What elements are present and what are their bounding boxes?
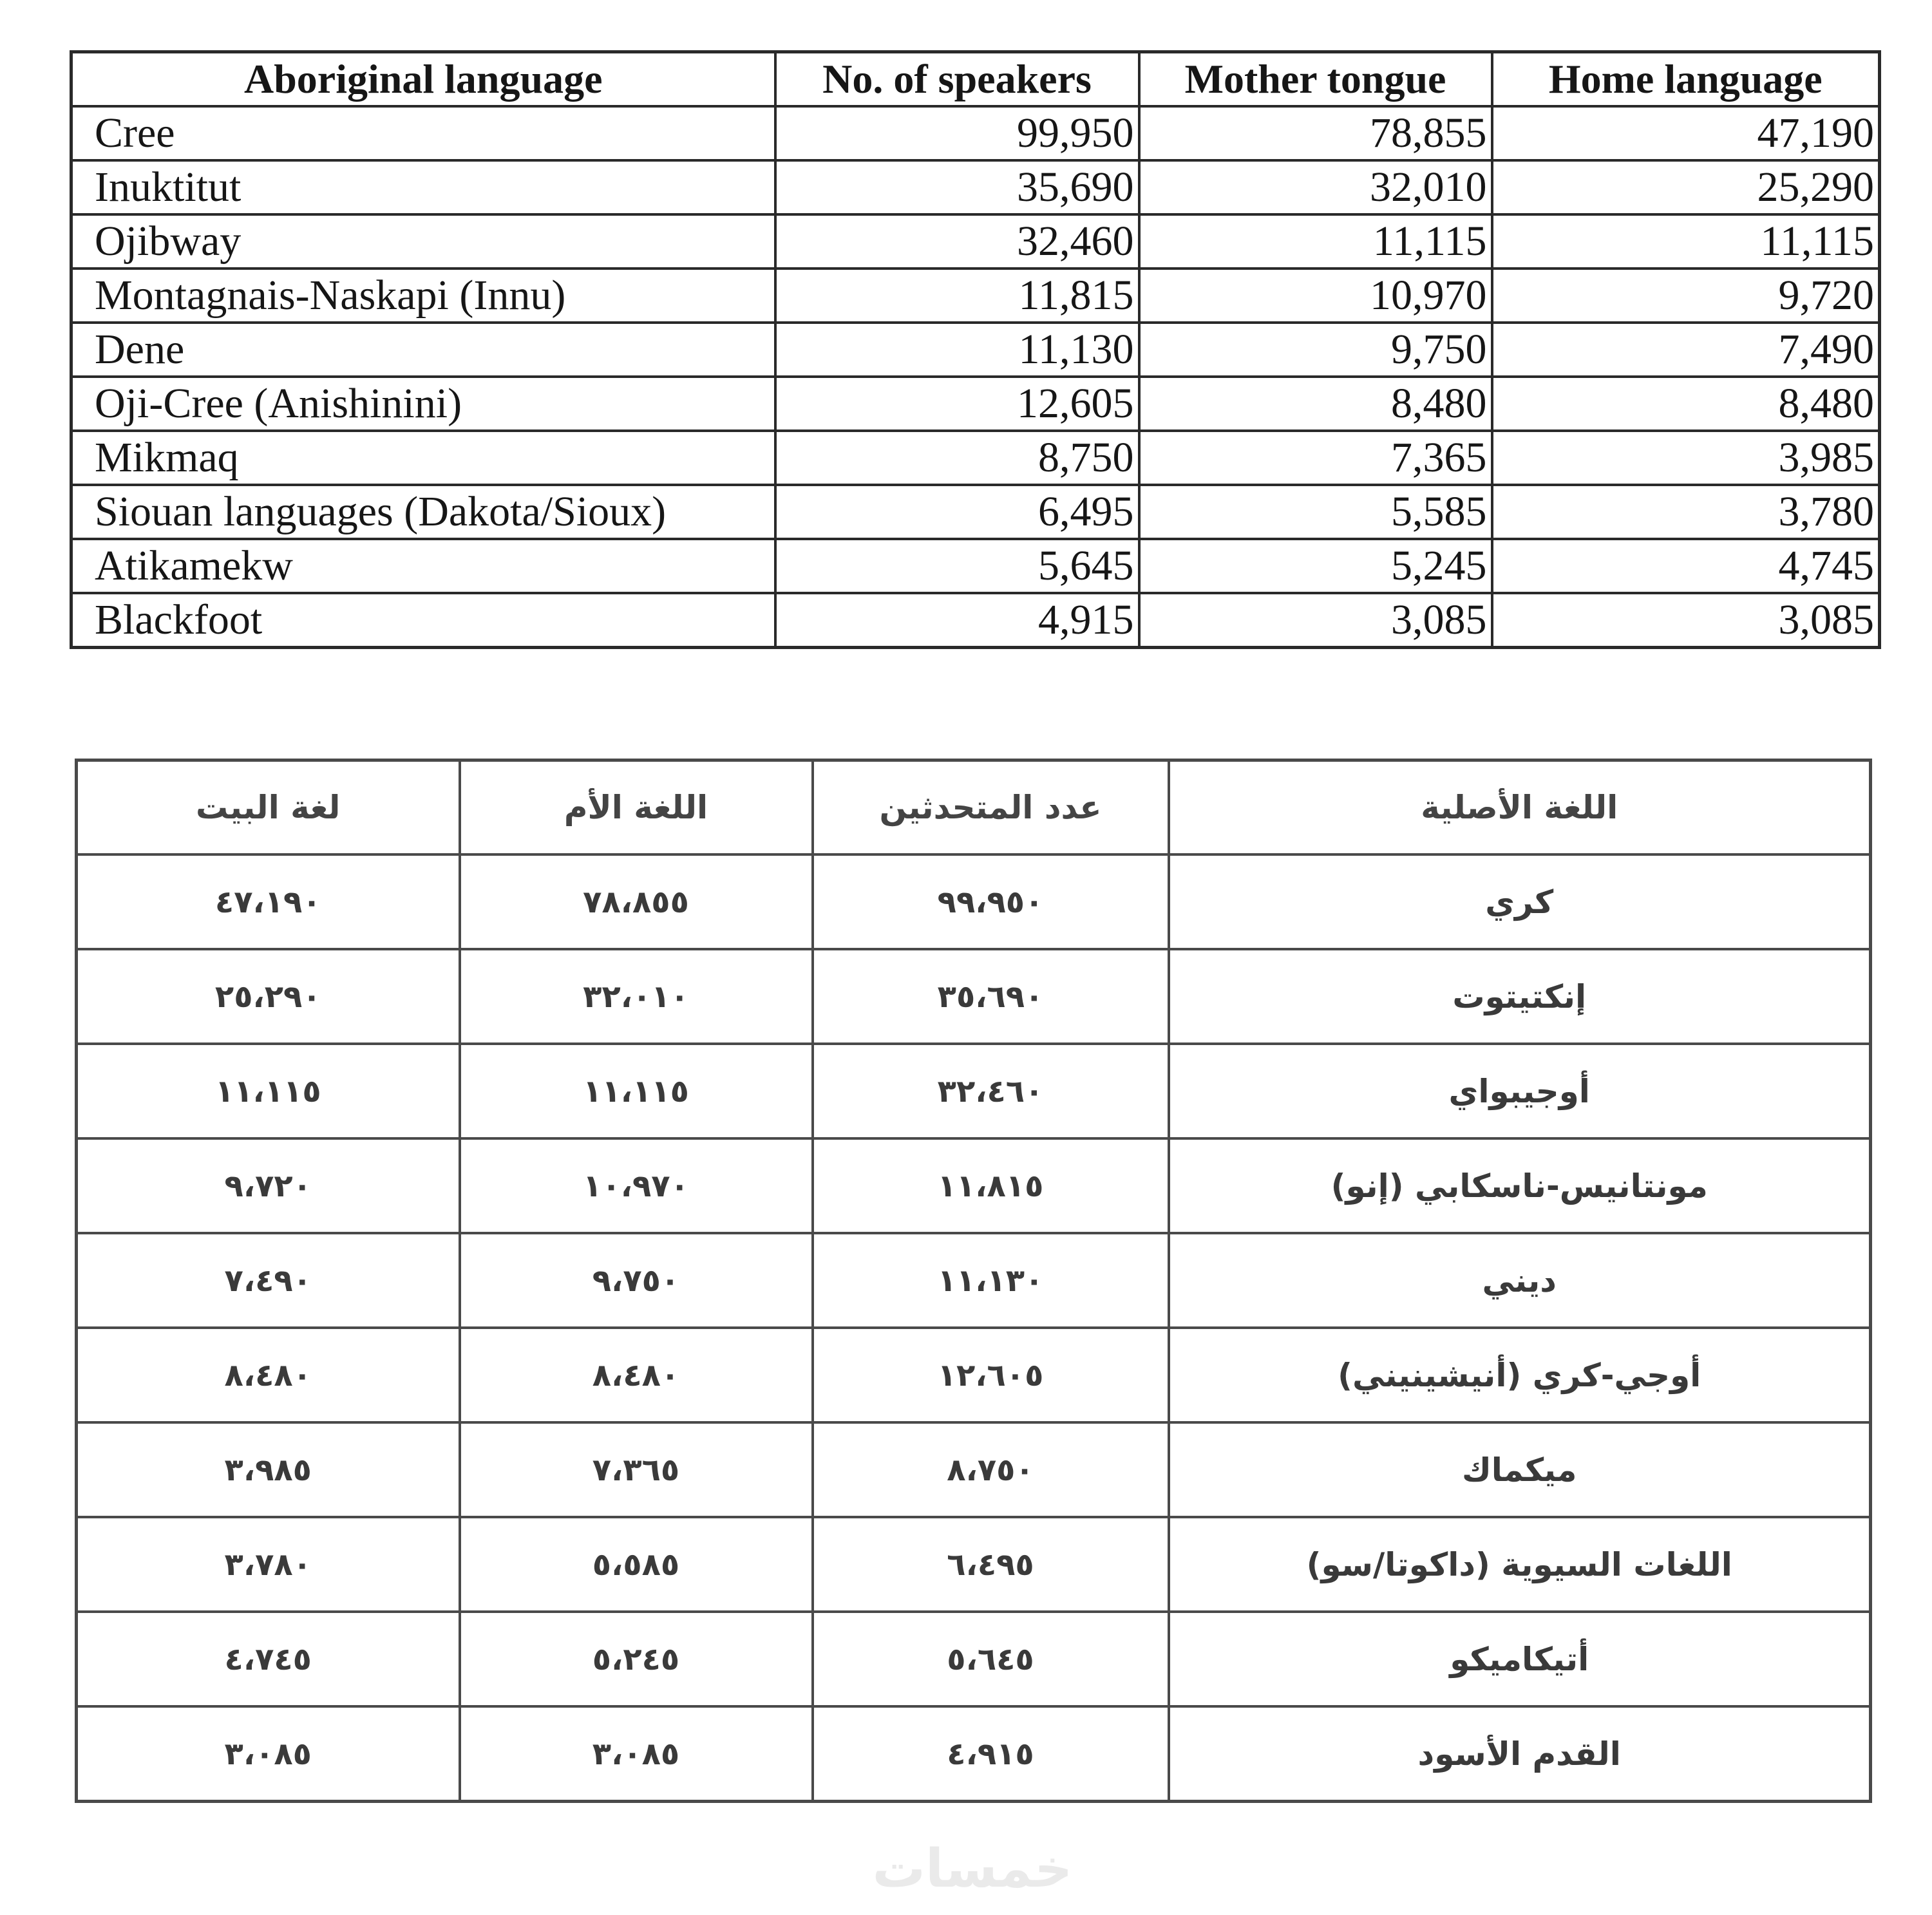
home-language-cell: 3,085 xyxy=(1492,593,1880,648)
mother-tongue-cell: 5,585 xyxy=(1139,485,1492,539)
english-table-row xyxy=(71,160,1880,214)
home-language-cell: 3,780 xyxy=(1492,485,1880,539)
speakers-cell: ٤،٩١٥ xyxy=(813,1706,1169,1802)
mother-tongue-cell: 9,750 xyxy=(1139,323,1492,377)
english-header-row xyxy=(71,52,1880,107)
language-cell: Blackfoot xyxy=(71,593,775,648)
mother-tongue-cell: ٣٢،٠١٠ xyxy=(460,949,813,1044)
language-cell: ديني xyxy=(1169,1233,1871,1328)
arabic-table-row xyxy=(77,1422,1871,1517)
mother-tongue-cell: 3,085 xyxy=(1139,593,1492,648)
speakers-cell: ٣٥،٦٩٠ xyxy=(813,949,1169,1044)
language-cell: إنكتيتوت xyxy=(1169,949,1871,1044)
home-language-cell: ٩،٧٢٠ xyxy=(77,1138,460,1233)
language-cell: Mikmaq xyxy=(71,431,775,485)
speakers-cell: ٣٢،٤٦٠ xyxy=(813,1044,1169,1138)
home-language-cell: 47,190 xyxy=(1492,106,1880,160)
mother-tongue-cell: 32,010 xyxy=(1139,160,1492,214)
mother-tongue-cell: 11,115 xyxy=(1139,214,1492,269)
english-language-table xyxy=(70,50,1881,649)
language-cell: ميكماك xyxy=(1169,1422,1871,1517)
mother-tongue-cell: 5,245 xyxy=(1139,539,1492,593)
home-language-cell: ٣،٧٨٠ xyxy=(77,1517,460,1612)
arabic-header-row xyxy=(77,760,1871,855)
mother-tongue-cell: 78,855 xyxy=(1139,106,1492,160)
arabic-table-row xyxy=(77,1138,1871,1233)
speakers-cell: 11,815 xyxy=(775,269,1139,323)
language-cell: أتيكاميكو xyxy=(1169,1612,1871,1706)
mother-tongue-cell: ٣،٠٨٥ xyxy=(460,1706,813,1802)
home-language-cell: ٢٥،٢٩٠ xyxy=(77,949,460,1044)
mother-tongue-cell: ٩،٧٥٠ xyxy=(460,1233,813,1328)
home-language-cell: 7,490 xyxy=(1492,323,1880,377)
header-no-of-speakers: No. of speakers xyxy=(775,52,1139,107)
english-table-row xyxy=(71,106,1880,160)
speakers-cell: ١٢،٦٠٥ xyxy=(813,1328,1169,1422)
english-table-row xyxy=(71,485,1880,539)
home-language-cell: ٣،٠٨٥ xyxy=(77,1706,460,1802)
language-cell: القدم الأسود xyxy=(1169,1706,1871,1802)
speakers-cell: 5,645 xyxy=(775,539,1139,593)
speakers-cell: 6,495 xyxy=(775,485,1139,539)
home-language-cell: 3,985 xyxy=(1492,431,1880,485)
home-language-cell: 8,480 xyxy=(1492,377,1880,431)
language-cell: Siouan languages (Dakota/Sioux) xyxy=(71,485,775,539)
language-cell: اللغات السيوية (داكوتا/سو) xyxy=(1169,1517,1871,1612)
header-mother-tongue: Mother tongue xyxy=(1139,52,1492,107)
arabic-table-row xyxy=(77,1706,1871,1802)
english-table-row xyxy=(71,269,1880,323)
mother-tongue-cell: ١١،١١٥ xyxy=(460,1044,813,1138)
mother-tongue-cell: ٧،٣٦٥ xyxy=(460,1422,813,1517)
english-table-row xyxy=(71,323,1880,377)
language-cell: أوجي-كري (أنيشينيني) xyxy=(1169,1328,1871,1422)
home-language-cell: ٧،٤٩٠ xyxy=(77,1233,460,1328)
mother-tongue-cell: ٨،٤٨٠ xyxy=(460,1328,813,1422)
home-language-cell: ٨،٤٨٠ xyxy=(77,1328,460,1422)
language-cell: Inuktitut xyxy=(71,160,775,214)
home-language-cell: ٤٧،١٩٠ xyxy=(77,854,460,949)
home-language-cell: ٤،٧٤٥ xyxy=(77,1612,460,1706)
speakers-cell: ١١،٨١٥ xyxy=(813,1138,1169,1233)
arabic-language-table xyxy=(75,759,1872,1803)
speakers-cell: ٩٩،٩٥٠ xyxy=(813,854,1169,949)
speakers-cell: ١١،١٣٠ xyxy=(813,1233,1169,1328)
language-cell: Atikamekw xyxy=(71,539,775,593)
khamsat-watermark: خمسات xyxy=(872,1838,1073,1900)
language-cell: مونتانيس-ناسكابي (إنو) xyxy=(1169,1138,1871,1233)
mother-tongue-cell: ٧٨،٨٥٥ xyxy=(460,854,813,949)
header-ar-no-of-speakers: عدد المتحدثين xyxy=(813,760,1169,855)
header-home-language: Home language xyxy=(1492,52,1880,107)
speakers-cell: 99,950 xyxy=(775,106,1139,160)
language-cell: Cree xyxy=(71,106,775,160)
home-language-cell: 11,115 xyxy=(1492,214,1880,269)
english-table-row xyxy=(71,377,1880,431)
speakers-cell: ٨،٧٥٠ xyxy=(813,1422,1169,1517)
english-table-row xyxy=(71,431,1880,485)
arabic-table-row xyxy=(77,949,1871,1044)
speakers-cell: 32,460 xyxy=(775,214,1139,269)
language-cell: Dene xyxy=(71,323,775,377)
english-table-row xyxy=(71,214,1880,269)
speakers-cell: 35,690 xyxy=(775,160,1139,214)
speakers-cell: ٦،٤٩٥ xyxy=(813,1517,1169,1612)
speakers-cell: 4,915 xyxy=(775,593,1139,648)
language-cell: Montagnais-Naskapi (Innu) xyxy=(71,269,775,323)
home-language-cell: 9,720 xyxy=(1492,269,1880,323)
home-language-cell: ١١،١١٥ xyxy=(77,1044,460,1138)
arabic-table-row xyxy=(77,1233,1871,1328)
language-cell: Oji-Cree (Anishinini) xyxy=(71,377,775,431)
mother-tongue-cell: ٥،٢٤٥ xyxy=(460,1612,813,1706)
language-cell: أوجيبواي xyxy=(1169,1044,1871,1138)
mother-tongue-cell: 7,365 xyxy=(1139,431,1492,485)
home-language-cell: 4,745 xyxy=(1492,539,1880,593)
home-language-cell: ٣،٩٨٥ xyxy=(77,1422,460,1517)
arabic-table-row xyxy=(77,1612,1871,1706)
header-ar-aboriginal-language: اللغة الأصلية xyxy=(1169,760,1871,855)
speakers-cell: ٥،٦٤٥ xyxy=(813,1612,1169,1706)
language-cell: Ojibway xyxy=(71,214,775,269)
english-table-row xyxy=(71,539,1880,593)
language-cell: كري xyxy=(1169,854,1871,949)
arabic-table-row xyxy=(77,1517,1871,1612)
speakers-cell: 8,750 xyxy=(775,431,1139,485)
header-ar-home-language: لغة البيت xyxy=(77,760,460,855)
mother-tongue-cell: ٥،٥٨٥ xyxy=(460,1517,813,1612)
header-ar-mother-tongue: اللغة الأم xyxy=(460,760,813,855)
arabic-table-row xyxy=(77,1044,1871,1138)
mother-tongue-cell: ١٠،٩٧٠ xyxy=(460,1138,813,1233)
mother-tongue-cell: 10,970 xyxy=(1139,269,1492,323)
arabic-table-row xyxy=(77,1328,1871,1422)
arabic-table-row xyxy=(77,854,1871,949)
english-table-row xyxy=(71,593,1880,648)
speakers-cell: 11,130 xyxy=(775,323,1139,377)
mother-tongue-cell: 8,480 xyxy=(1139,377,1492,431)
home-language-cell: 25,290 xyxy=(1492,160,1880,214)
speakers-cell: 12,605 xyxy=(775,377,1139,431)
header-aboriginal-language: Aboriginal language xyxy=(71,52,775,107)
